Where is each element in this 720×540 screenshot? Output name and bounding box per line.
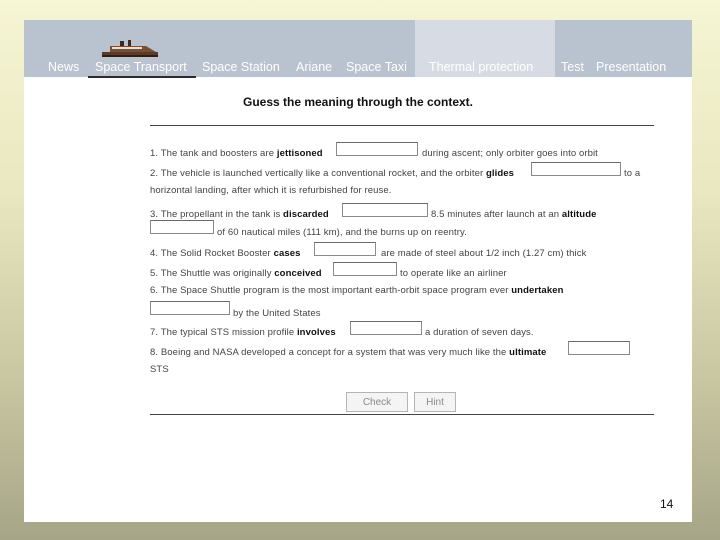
nav-space-taxi[interactable]: Space Taxi — [346, 60, 407, 74]
question-6: 6. The Space Shuttle program is the most important earth-orbit space program ever undertaken — [150, 285, 564, 296]
bottom-divider — [150, 414, 654, 415]
answer-input-3[interactable] — [342, 203, 428, 217]
nav-space-station[interactable]: Space Station — [202, 60, 280, 74]
question-6-continued: by the United States — [233, 308, 321, 319]
exercise-title: Guess the meaning through the context. — [242, 95, 474, 109]
answer-input-1[interactable] — [336, 142, 418, 156]
question-2-continued: horizontal landing, after which it is refurbished for reuse. — [150, 185, 392, 196]
question-2: 2. The vehicle is launched vertically like a conventional rocket, and the orbiter glides — [150, 168, 515, 179]
question-5-end: to operate like an airliner — [400, 268, 507, 279]
answer-input-5[interactable] — [333, 262, 397, 276]
question-2-end: to a — [624, 168, 641, 179]
answer-input-4[interactable] — [314, 242, 376, 256]
answer-input-8[interactable] — [568, 341, 630, 355]
check-button[interactable]: Check — [346, 392, 408, 412]
nav-space-transport[interactable]: Space Transport — [95, 60, 187, 74]
answer-input-2[interactable] — [531, 162, 621, 176]
top-navigation-bar — [24, 20, 692, 77]
answer-input-7[interactable] — [350, 321, 422, 335]
answer-input-3b[interactable] — [150, 220, 214, 234]
nav-news[interactable]: News — [48, 60, 80, 74]
question-1-end: during ascent; only orbiter goes into orbit — [422, 148, 598, 159]
nav-presentation[interactable]: Presentation — [596, 60, 667, 74]
question-7: 7. The typical STS mission profile involves — [150, 327, 336, 338]
question-3-continued: of 60 nautical miles (111 km), and the burns up on reentry. — [217, 227, 467, 238]
hint-button[interactable]: Hint — [414, 392, 456, 412]
question-3-end: 8.5 minutes after launch at an altitude — [431, 209, 597, 220]
page-number: 14 — [660, 497, 674, 511]
active-tab-underline — [88, 76, 196, 78]
space-shuttle-icon — [100, 38, 160, 60]
question-8: 8. Boeing and NASA developed a concept for a system that was very much like the ultimate — [150, 347, 547, 358]
question-1: 1. The tank and boosters are jettisoned — [150, 148, 323, 159]
question-3: 3. The propellant in the tank is discarded — [150, 209, 329, 220]
answer-input-6[interactable] — [150, 301, 230, 315]
question-4: 4. The Solid Rocket Booster cases — [150, 248, 301, 259]
slide — [24, 20, 692, 522]
question-5: 5. The Shuttle was originally conceived — [150, 268, 322, 279]
nav-ariane[interactable]: Ariane — [296, 60, 333, 74]
question-4-end: are made of steel about 1/2 inch (1.27 cm) thick — [381, 248, 587, 259]
nav-thermal-protection[interactable]: Thermal protection — [429, 60, 534, 74]
question-7-end: a duration of seven days. — [425, 327, 534, 338]
question-8-continued: STS — [150, 364, 169, 375]
nav-test[interactable]: Test — [561, 60, 584, 74]
top-divider — [150, 125, 654, 126]
